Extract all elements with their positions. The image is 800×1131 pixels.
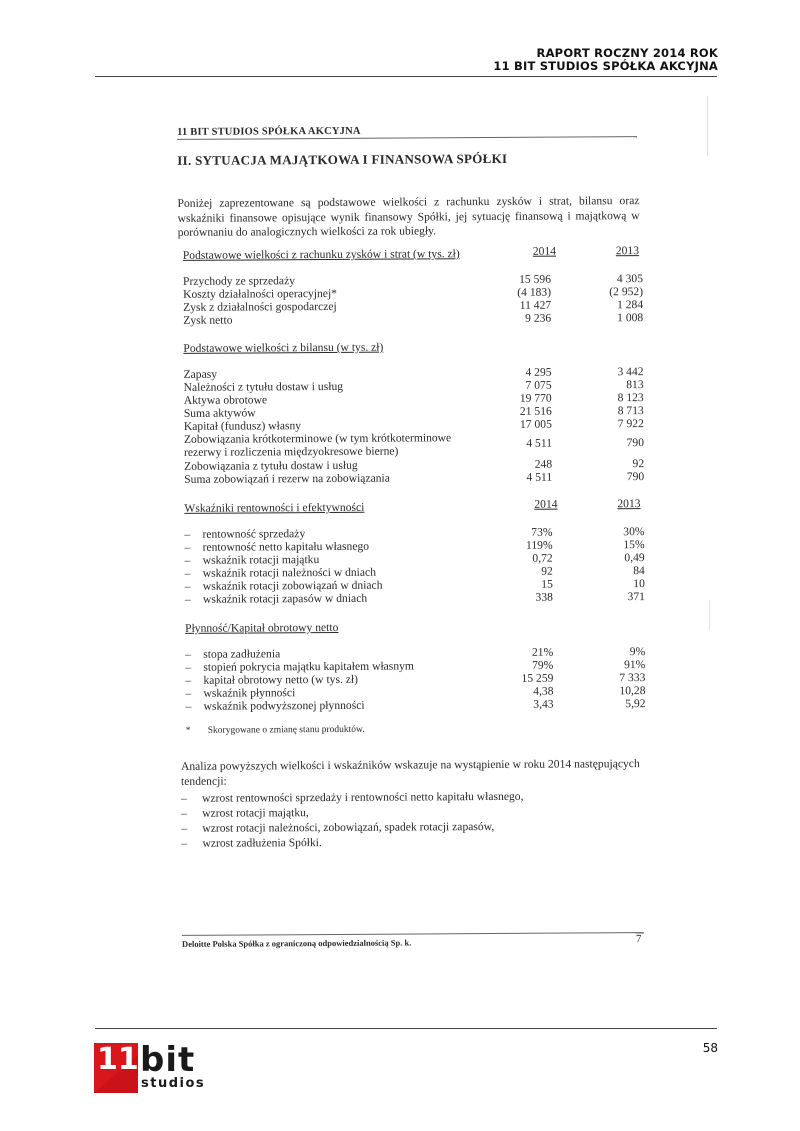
value-2013: 84	[633, 564, 645, 578]
balance-section-heading: Podstawowe wielkości z bilansu (w tys. zł)	[183, 340, 384, 355]
scan-footer-text: Deloitte Polska Spółka z ograniczoną odpowiedzialnością Sp. k.	[182, 937, 412, 949]
list-item-text: wzrost zadłużenia Spółki.	[202, 836, 322, 850]
logo-number: 11	[97, 1042, 139, 1077]
row-label: stopa zadłużenia	[203, 647, 281, 661]
value-2013: 5,92	[625, 697, 646, 711]
value-2013: 30%	[623, 525, 645, 539]
value-2014: 4,38	[533, 684, 554, 698]
value-2013: 7 333	[619, 671, 646, 685]
table-row	[186, 697, 646, 713]
value-2014: (4 183)	[517, 285, 552, 299]
value-2014: 21 516	[519, 404, 552, 418]
row-label: wskaźnik płynności	[203, 686, 296, 700]
logo-wordmark: bit	[140, 1040, 196, 1080]
report-header-title: RAPORT ROCZNY 2014 ROK	[536, 46, 718, 60]
dash-marker: –	[181, 806, 188, 820]
scan-page-number: 7	[635, 933, 642, 946]
analysis-paragraph: Analiza powyższych wielkości i wskaźników wskazuje na wystąpienie w roku 2014 następujących tendencji:	[180, 757, 640, 788]
row-label: Suma zobowiązań i rezerw na zobowiązania	[184, 471, 390, 486]
column-header-2013: 2013	[617, 497, 641, 511]
value-2013: 10,28	[619, 684, 646, 698]
row-label: Kapitał (fundusz) własny	[183, 419, 302, 433]
value-2013: 7 922	[617, 417, 644, 431]
liquidity-section-heading: Płynność/Kapitał obrotowy netto	[185, 620, 339, 635]
value-2013: 3 442	[617, 365, 644, 379]
dash-marker: –	[184, 579, 191, 593]
trend-list	[181, 789, 651, 850]
value-2013: 813	[626, 378, 644, 392]
income-section-heading: Podstawowe wielkości z rachunku zysków i strat (w tys. zł)	[182, 247, 460, 262]
value-2014: 0,72	[532, 551, 553, 565]
value-2013: 8 713	[617, 404, 644, 418]
row-label: Zobowiązania krótkoterminowe (w tym krótkoterminowe rezerwy i rozliczenia międzyokresowe bierne)	[183, 431, 452, 459]
value-2013: 9%	[629, 645, 646, 659]
row-label: Aktywa obrotowe	[183, 393, 268, 407]
footer-divider	[95, 1028, 717, 1029]
value-2013: 15%	[623, 538, 645, 552]
dash-marker: –	[185, 660, 192, 674]
value-2013: 4 305	[616, 272, 644, 286]
dash-marker: –	[181, 821, 188, 835]
footnote-text: Skorygowane o zmianę stanu produktów.	[207, 724, 365, 736]
value-2014: 21%	[531, 645, 554, 659]
dash-marker: –	[185, 699, 192, 713]
value-2013: 0,49	[624, 551, 645, 565]
row-label: wskaźnik podwyższonej płynności	[203, 698, 365, 713]
row-label: stopień pokrycia majątku kapitałem własnym	[203, 659, 414, 674]
dash-marker: –	[184, 553, 191, 567]
value-2013: (2 952)	[609, 285, 644, 299]
list-item-text: wzrost rotacji należności, zobowiązań, spadek rotacji zapasów,	[202, 820, 495, 835]
row-label: rentowność sprzedaży	[202, 527, 306, 541]
report-header	[493, 47, 718, 73]
logo-studios: studios	[141, 1076, 206, 1091]
row-label: rentowność netto kapitału własnego	[202, 539, 370, 554]
value-2013: 91%	[624, 658, 646, 672]
dash-marker: –	[181, 836, 188, 850]
report-header-company: 11 BIT STUDIOS SPÓŁKA AKCYJNA	[493, 59, 718, 73]
dash-marker: –	[185, 686, 192, 700]
row-label: wskaźnik rotacji zapasów w dniach	[202, 591, 368, 606]
value-2014: 119%	[525, 538, 553, 552]
scan-footer-divider	[182, 932, 644, 936]
dash-marker: –	[184, 540, 191, 554]
value-2014: 4 295	[525, 365, 552, 379]
table-row	[184, 470, 644, 486]
list-item-text: wzrost rotacji majątku,	[202, 806, 309, 820]
value-2013: 790	[626, 436, 645, 450]
row-label: wskaźnik rotacji zobowiązań w dniach	[202, 578, 383, 593]
value-2013: 1 008	[617, 311, 644, 325]
value-2014: 4 511	[526, 470, 553, 484]
value-2014: 15 259	[521, 671, 554, 685]
footnote-marker: *	[185, 725, 191, 736]
row-label: Suma aktywów	[183, 406, 256, 420]
dash-marker: –	[184, 592, 191, 606]
value-2013: 790	[626, 470, 645, 484]
value-2014: 15 596	[519, 272, 552, 286]
value-2013: 8 123	[617, 391, 644, 405]
scan-edge-artifact	[709, 600, 710, 630]
column-header-2013: 2013	[615, 244, 640, 258]
value-2014: 79%	[532, 658, 554, 672]
value-2013: 10	[633, 577, 645, 591]
value-2013: 371	[627, 590, 645, 604]
dash-marker: –	[185, 673, 192, 687]
value-2014: 19 770	[519, 391, 552, 405]
value-2013: 92	[632, 457, 645, 471]
intro-paragraph: Poniżej zaprezentowane są podstawowe wielkości z rachunku zysków i strat, bilansu oraz wskaźniki finansowe opisujące wynik finansowy Spółki, jej sytuację finansową i majątkową w porównaniu do analogicznych wielkości za rok ubiegły.	[177, 194, 640, 239]
page-number: 58	[702, 1041, 718, 1055]
row-label: Zysk z działalności gospodarczej	[183, 299, 337, 314]
dash-marker: –	[184, 566, 191, 580]
list-item-text: wzrost rentowności sprzedaży i rentowności netto kapitału własnego,	[202, 789, 524, 805]
scanned-page	[165, 117, 660, 960]
value-2014: 338	[535, 590, 553, 604]
value-2014: 9 236	[525, 311, 552, 325]
value-2014: 248	[534, 457, 553, 471]
value-2014: 7 075	[525, 378, 552, 392]
row-label: Koszty działalności operacyjnej*	[183, 286, 337, 301]
value-2014: 17 005	[519, 417, 552, 431]
value-2014: 3,43	[533, 697, 554, 711]
scan-company-name: 11 BIT STUDIOS SPÓŁKA AKCYJNA	[177, 125, 361, 138]
table-row	[184, 430, 644, 459]
section-title: II. SYTUACJA MAJĄTKOWA I FINANSOWA SPÓŁKI	[177, 150, 508, 168]
table-row	[185, 590, 645, 606]
header-divider	[95, 76, 717, 77]
dash-marker: –	[181, 791, 187, 805]
value-2014: 4 511	[526, 436, 553, 450]
value-2014: 73%	[531, 525, 553, 539]
value-2014: 11 427	[519, 298, 552, 312]
row-label: Zobowiązania z tytułu dostaw i usług	[184, 458, 358, 473]
row-label: kapitał obrotowy netto (w tys. zł)	[203, 672, 359, 687]
column-header-2014: 2014	[532, 244, 557, 258]
table-row	[183, 311, 643, 327]
row-label: Zysk netto	[183, 313, 233, 327]
column-header-2014: 2014	[534, 497, 558, 511]
company-logo	[94, 1035, 224, 1093]
row-label: Przychody ze sprzedaży	[182, 274, 296, 288]
value-2013: 1 284	[617, 298, 644, 312]
value-2014: 92	[541, 564, 553, 578]
row-label: wskaźnik rotacji majątku	[202, 553, 320, 567]
row-label: wskaźnik rotacji należności w dniach	[202, 565, 377, 580]
row-label: Należności z tytułu dostaw i usług	[183, 379, 344, 394]
dash-marker: –	[185, 647, 192, 661]
value-2014: 15	[541, 577, 553, 591]
profitability-section-heading: Wskaźniki rentowności i efektywności	[184, 500, 365, 515]
row-label: Zapasy	[183, 367, 218, 381]
scan-edge-artifact	[707, 96, 708, 156]
dash-marker: –	[184, 527, 191, 541]
